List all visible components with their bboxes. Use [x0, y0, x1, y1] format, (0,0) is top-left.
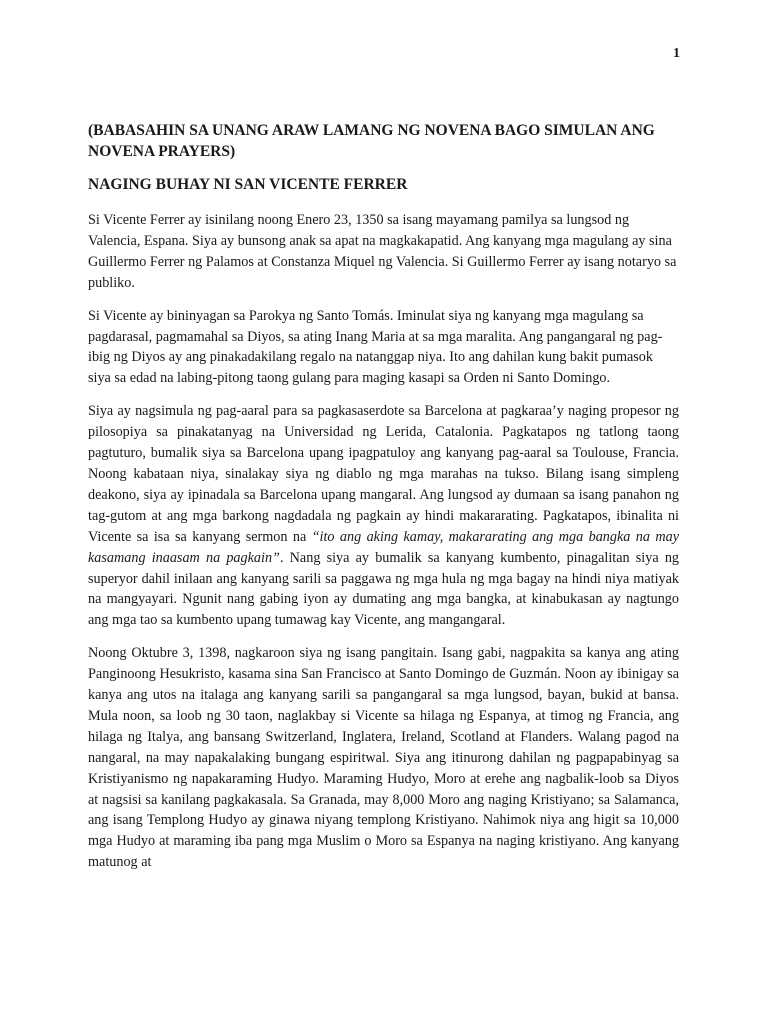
document-title: NAGING BUHAY NI SAN VICENTE FERRER [88, 176, 408, 193]
paragraph-studies-text-after: . Nang siya ay bumalik sa kanyang kumbento, pinagalitan siya ng superyor dahil inilaan ang kanyang sarili sa paggawa ng mga hula ng mga bagay na hindi niya matiyak na mangyayari. Ngunit nang gabing iyon ay dumating ang mga bangka, at kinabukasan ay nagtungo ang mga tao sa kumbento upang tumawag kay Vicente, ang mangangaral. [88, 549, 680, 629]
document-body [88, 210, 679, 885]
sermon-quote: “ito ang aking kamay, makararating ang mga bangka na may kasamang inaasam na pagkain” [88, 528, 679, 566]
paragraph-vision: Noong Oktubre 3, 1398, nagkaroon siya ng isang pangitain. Isang gabi, nagpakita sa kanya ang ating Panginoong Hesukristo, kasama sina San Francisco at Santo Domingo de Guzmán. Noon ay ibinigay sa kanya ang utos na italaga ang kanyang sarili sa pangangaral sa mga lungsod, bayan, bukid at bansa. Mula noon, sa loob ng 30 taon, naglakbay si Vicente sa hilaga ng Espanya, at timog ng Francia, ang hilaga ng Italya, ang bansang Switzerland, Inglatera, Ireland, Scotland at Flanders. Walang pagod na nangaral, na may napakalaking bungang espiritwal. Siya ang itinurong dahilan ng pagpapabinyag sa Kristiyanismo ng napakaraming Hudyo. Maraming Hudyo, Moro at erehe ang nagbalik-loob sa Diyos at nagsisi sa kanilang pagkakasala. Sa Granada, may 8,000 Moro ang naging Kristiyano; sa Salamanca, ang isang Templong Hudyo ay ginawa niyang templong Kristiyano. Nahimok niya ang higit sa 10,000 mga Hudyo at maraming iba pang mga Muslim o Moro sa Espanya na naging kristiyano. Ang kanyang matunog at [88, 645, 679, 871]
page-number: 1 [673, 46, 680, 61]
paragraph-studies-text-before: Siya ay nagsimula ng pag-aaral para sa pagkasaserdote sa Barcelona at pagkaraa’y naging propesor ng pilosopiya sa pinakatanyag na Universidad ng Lerida, Catalonia. Pagkatapos ng tatlong taong pagtuturo, bumalik siya sa Barcelona upang ipagpatuloy ang kanyang pag-aaral sa Toulouse, Francia. Noong kabataan niya, sinalakay siya ng diablo ng mga marahas na tukso. Bilang isang simpleng deakono, siya ay ipinadala sa Barcelona upang mangaral. Ang lungsod ay dumaan sa isang panahon ng tag-gutom at ang mga barkong nagdadala ng pagkain ay hindi makararating. Pagkatapos, ibinalita ni Vicente sa isa sa kanyang sermon na [88, 403, 679, 545]
intro-heading: (BABASAHIN SA UNANG ARAW LAMANG NG NOVENA BAGO SIMULAN ANG NOVENA PRAYERS) [88, 122, 655, 160]
paragraph-baptism: Si Vicente ay bininyagan sa Parokya ng Santo Tomás. Iminulat siya ng kanyang mga magulang sa pagdarasal, pagmamahal sa Diyos, sa ating Inang Maria at sa mga maralita. Ang pangangaral ng pag-ibig ng Diyos ay ang pinakadakilang regalo na natanggap niya. Ito ang dahilan kung bakit pumasok siya sa edad na labing-pitong taong gulang para maging kasapi sa Orden ni Santo Domingo. [88, 307, 663, 387]
paragraph-studies [88, 401, 679, 631]
paragraph-birth: Si Vicente Ferrer ay isinilang noong Enero 23, 1350 sa isang mayamang pamilya sa lungsod ng Valencia, Espana. Siya ay bunsong anak sa apat na magkakapatid. Ang kanyang mga magulang ay sina Guillermo Ferrer ng Palamos at Constanza Miquel ng Valencia. Si Guillermo Ferrer ay isang notaryo sa publiko. [88, 212, 677, 291]
